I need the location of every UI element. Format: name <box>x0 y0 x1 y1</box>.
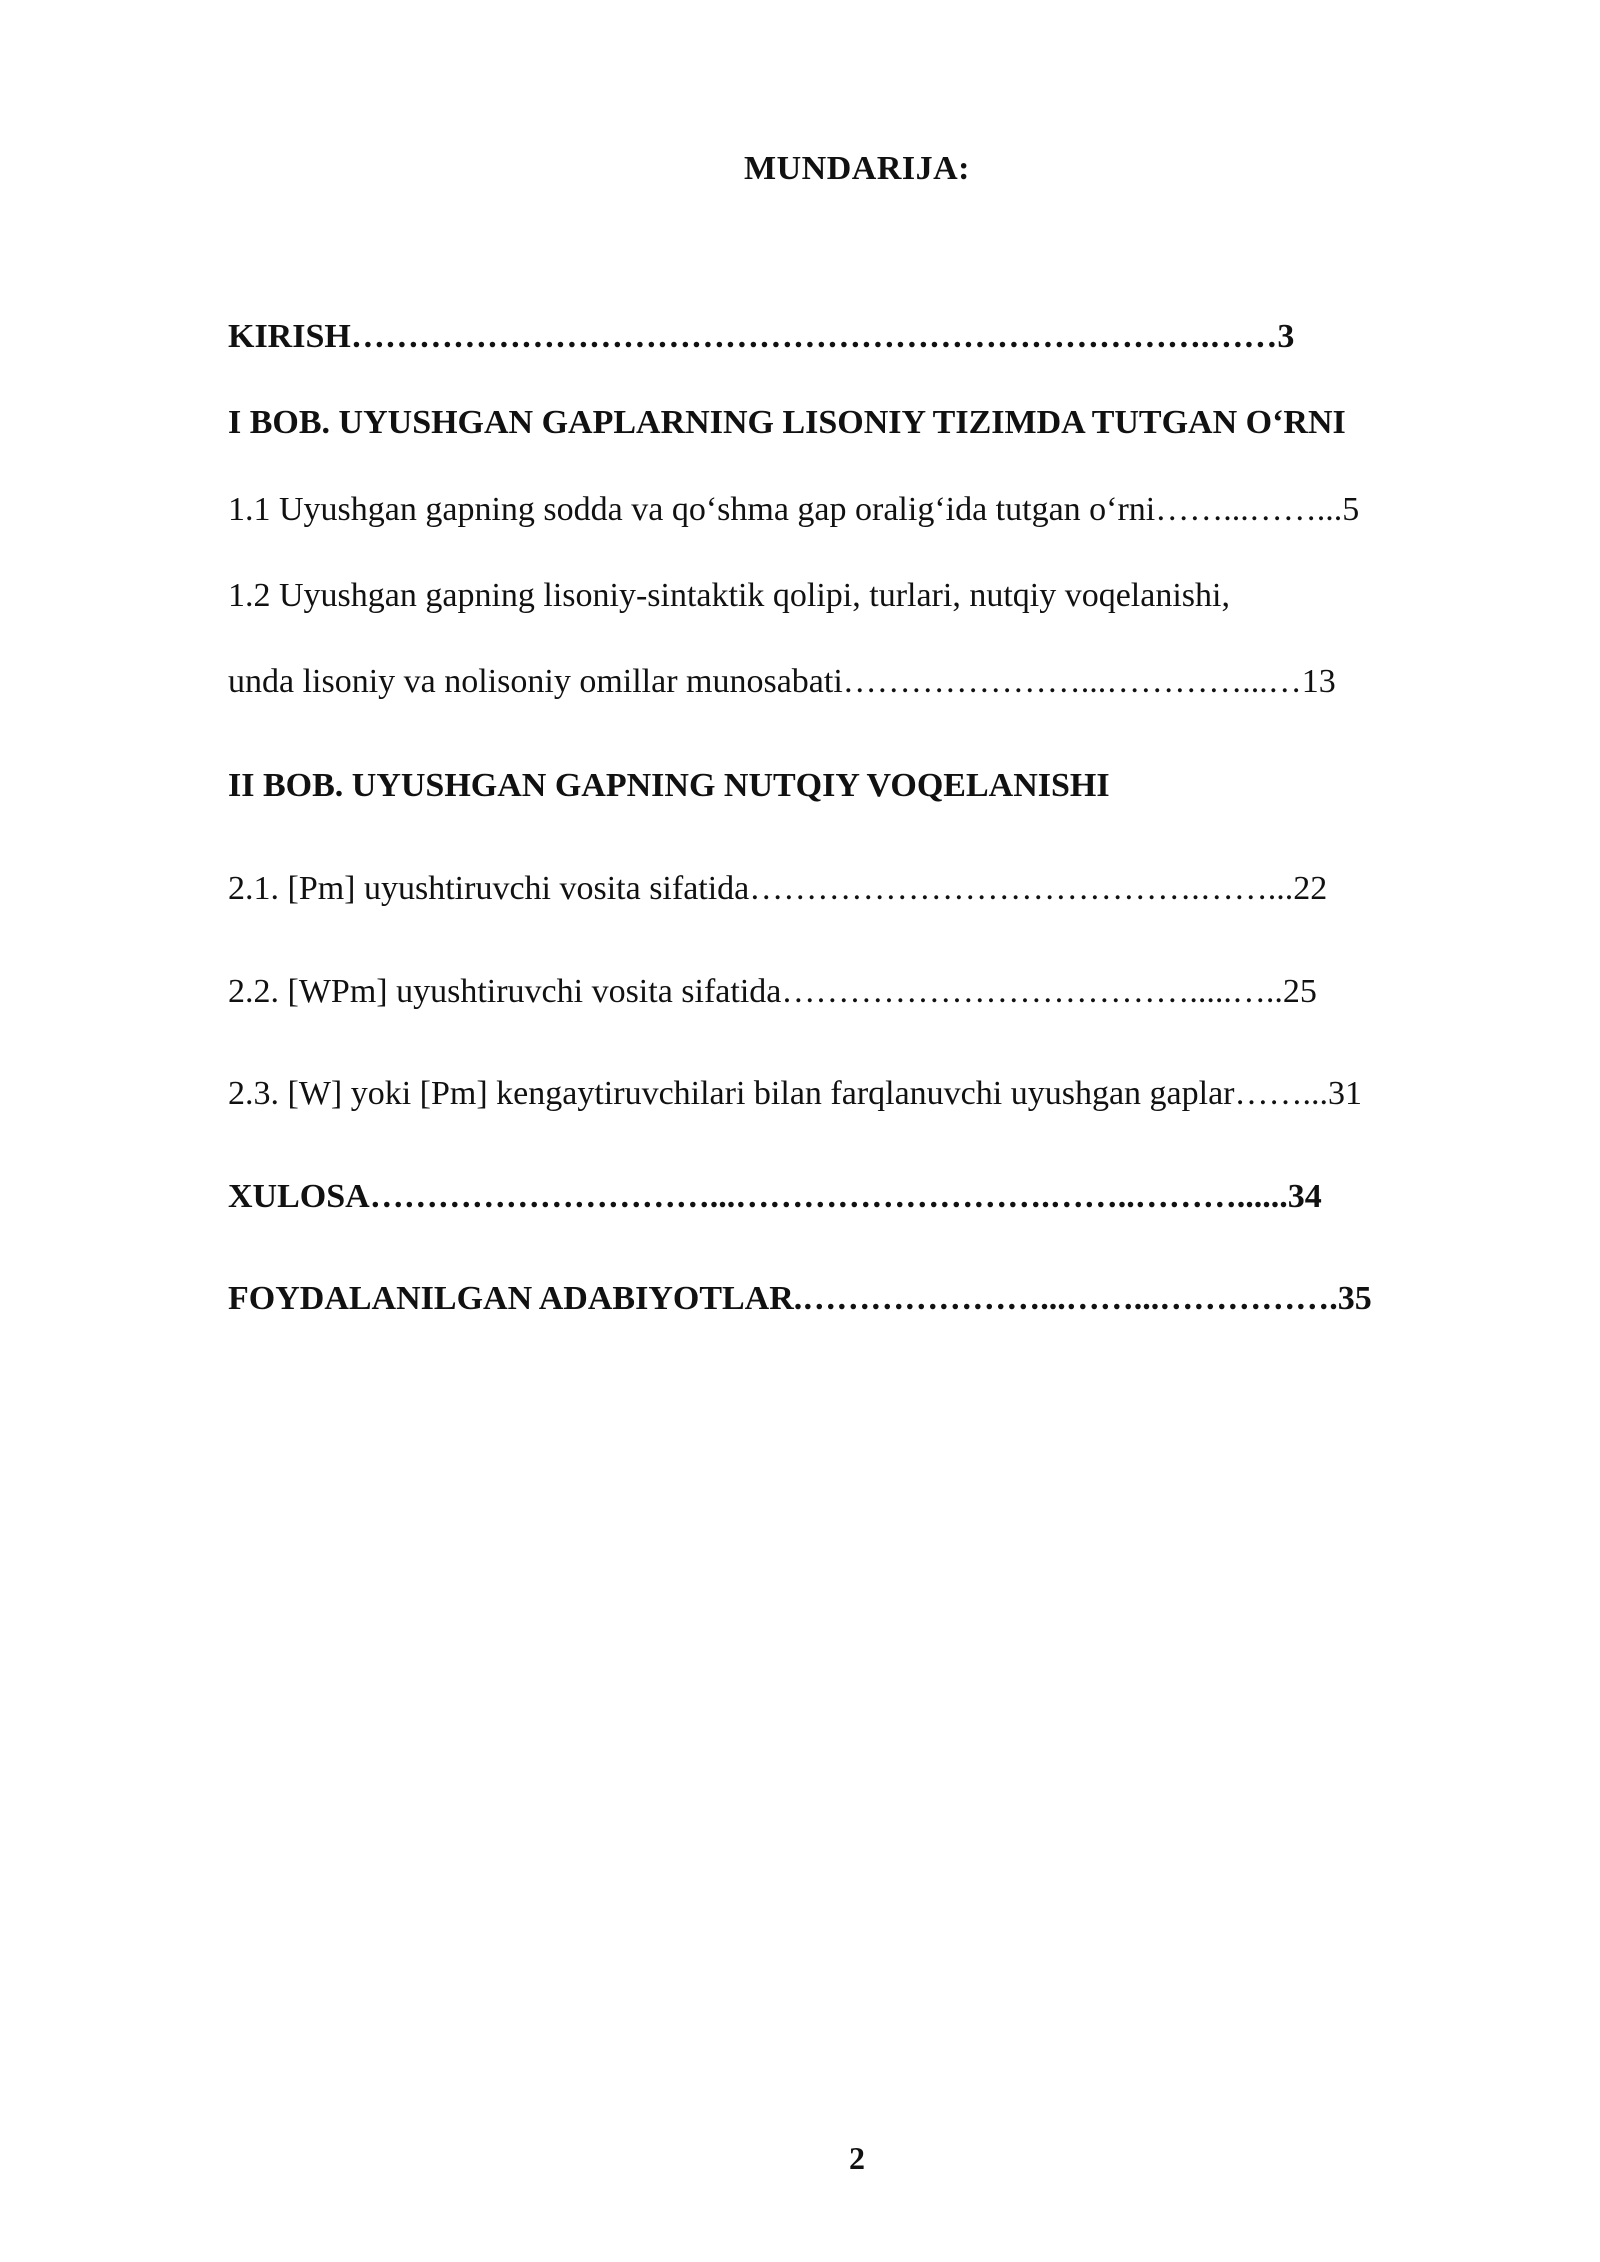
toc-entry-kirish: KIRISH………………………………………………………………….……3 <box>228 318 1295 355</box>
toc-chapter-2: II BOB. UYUSHGAN GAPNING NUTQIY VOQELANISHI <box>228 767 1110 804</box>
page-number: 2 <box>849 2140 865 2176</box>
page-title: MUNDARIJA: <box>744 150 970 187</box>
toc-entry-adabiyotlar: FOYDALANILGAN ADABIYOTLAR.…………………...……...…………….35 <box>228 1280 1372 1317</box>
toc-section-1-2-continued: unda lisoniy va nolisoniy omillar munosabati…………………...…………...…13 <box>228 663 1336 700</box>
toc-section-1-2: 1.2 Uyushgan gapning lisoniy-sintaktik qolipi, turlari, nutqiy voqelanishi, <box>228 577 1230 614</box>
toc-section-1-1: 1.1 Uyushgan gapning sodda va qo‘shma gap oralig‘ida tutgan o‘rni……...……...5 <box>228 491 1360 528</box>
toc-chapter-1: I BOB. UYUSHGAN GAPLARNING LISONIY TIZIMDA TUTGAN O‘RNI <box>228 404 1346 441</box>
toc-section-2-3: 2.3. [W] yoki [Pm] kengaytiruvchilari bilan farqlanuvchi uyushgan gaplar……...31 <box>228 1075 1362 1112</box>
toc-section-2-1: 2.1. [Pm] uyushtiruvchi vosita sifatida………………………………….……...22 <box>228 870 1328 907</box>
toc-section-2-2: 2.2. [WPm] uyushtiruvchi vosita sifatida……………………………….....…..25 <box>228 973 1317 1010</box>
toc-entry-xulosa: XULOSA…………………………...……………………….……..………......34 <box>228 1178 1322 1215</box>
